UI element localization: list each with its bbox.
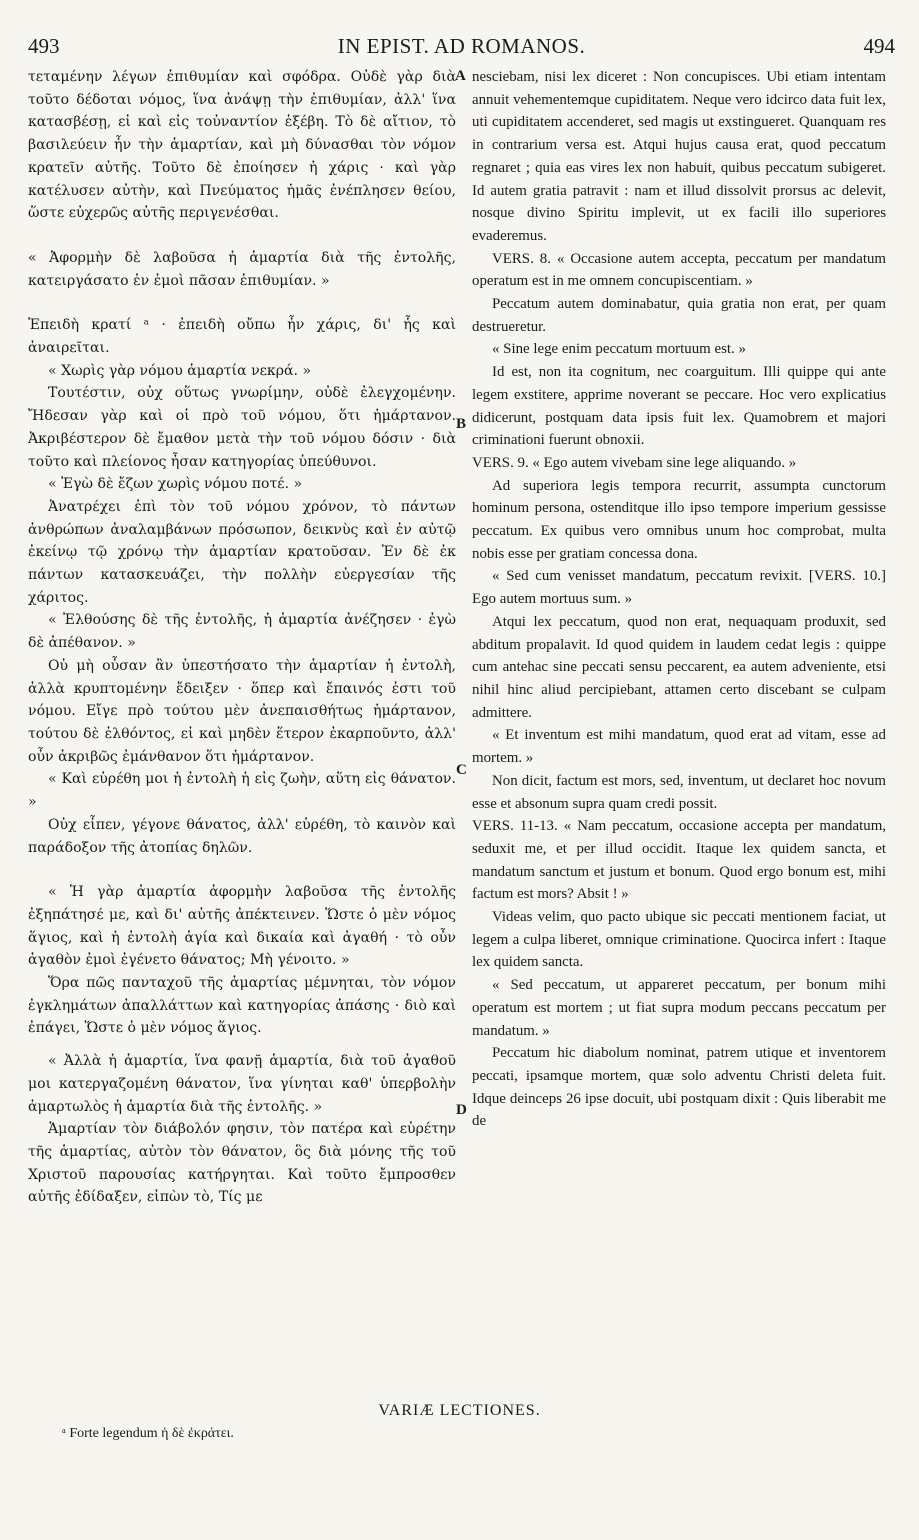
latin-paragraph: Videas velim, quo pacto ubique sic peccati mentionem faciat, ut legem a culpa liberet, omnique criminatione. Quocirca infert : Itaque lex quidem sancta. — [472, 909, 886, 971]
greek-paragraph: Ἀνατρέχει ἐπὶ τὸν τοῦ νόμου χρόνον, τὸ πάντων ἀνθρώπων ἀναλαμβάνων πρόσωπον, δεικνὺς καὶ ἐν αὐτῷ ἐκείνῳ τῷ χρόνῳ τὴν ἁμαρτίαν κρατοῦσαν. Ἐν δὲ ἐκ πάντων κατασκευάζει, τὴν πολλὴν εὐεργεσίαν τῆς χάριτος. — [28, 498, 456, 606]
running-head — [28, 34, 895, 64]
greek-paragraph: Οὐχ εἶπεν, γέγονε θάνατος, ἀλλ' εὑρέθη, τὸ καινὸν καὶ παράδοξον τῆς ἀτοπίας δηλῶν. — [28, 816, 456, 856]
latin-verse-quote: VERS. 8. « Occasione autem accepta, peccatum per mandatum operatum est in me omnem concupiscentiam. » — [472, 250, 886, 290]
margin-letter-b: B — [456, 416, 467, 432]
running-title: IN EPIST. AD ROMANOS. — [337, 34, 586, 58]
latin-verse-quote: VERS. 9. « Ego autem vivebam sine lege aliquando. » — [472, 454, 797, 471]
greek-paragraph: Οὐ μὴ οὖσαν ἂν ὑπεστήσατο τὴν ἁμαρτίαν ἡ ἐντολὴ, ἀλλὰ κρυπτομένην ἔδειξεν · ὅπερ καὶ ἔπαινός ἐστι τοῦ νόμου. Εἴγε πρὸ τούτου μὲν ἀνεπαισθήτως ἡμάρτανον, τούτου δὲ ἐλθόντος, εἰ καὶ μηδὲν ἕτερον ἐκαρποῦντο, ἀλλ' οὖν ἀκριβῶς ἐμάνθανον ὅτι ἡμάρτανον. — [28, 657, 456, 765]
greek-quote: « Καὶ εὑρέθη μοι ἡ ἐντολὴ ἡ εἰς ζωὴν, αὕτη εἰς θάνατον. » — [28, 771, 456, 811]
latin-paragraph: Peccatum hic diabolum nominat, patrem utique et inventorem peccati, ipsamque mortem, quæ solo adventu Christi deleta fuit. Idque deinceps 26 ipse docuit, ubi postquam dixit : Quis liberabit me de — [472, 1045, 886, 1130]
greek-paragraph: τεταμένην λέγων ἐπιθυμίαν καὶ σφόδρα. Οὐδὲ γὰρ διὰ τοῦτο δέδοται νόμος, ἵνα ἀνάψῃ τὴν ἐπιθυμίαν, ἀλλ' ἵνα κατασβέσῃ, εἰ καὶ εἰς τοὐναντίον ἐξέβη. Τὸ δὲ αἴτιον, τὸ βασιλεύειν ἦν τὴν ἁμαρτίαν, καὶ μὴ δύνασθαι τὸν νόμον κρατεῖν αὐτῆς. Τοῦτο δὲ ἐποίησεν ἡ χάρις · καὶ γὰρ κατέλυσεν αὐτὴν, καὶ Πνεύματος ἡμᾶς ἐνέπλησεν θείου, ὥστε εὐχερῶς αὐτῆς περιγενέσθαι. — [28, 69, 456, 222]
latin-quote: « Et inventum est mihi mandatum, quod erat ad vitam, esse ad mortem. » — [472, 727, 886, 767]
variae-lectiones-heading: VARIÆ LECTIONES. — [378, 1402, 541, 1419]
latin-paragraph: Id est, non ita cognitum, nec coarguitum. Illi quippe qui ante legem exstitere, apprime noverant se peccare. Hoc vero explicatius didicerunt, postquam data ipsis fuit lex. Quamobrem et majori criminationi fuerunt obnoxii. — [472, 364, 886, 449]
footnote: ᵃ Forte legendum ἡ δὲ ἐκράτει. — [62, 1426, 234, 1441]
greek-paragraph: Ἁμαρτίαν τὸν διάβολόν φησιν, τὸν πατέρα καὶ εὑρέτην τῆς ἁμαρτίας, αὐτὸν τὸν θάνατον, ὃς διὰ μόνης τῆς τοῦ Χριστοῦ παρουσίας κατήργηται. Καὶ τοῦτο ἔμπροσθεν αὐτῆς ἐδίδαξεν, εἰπὼν τὸ, Τίς με — [28, 1121, 456, 1206]
greek-quote: « Ἐγὼ δὲ ἔζων χωρὶς νόμου ποτέ. » — [48, 476, 303, 493]
greek-quote: « Ἐλθούσης δὲ τῆς ἐντολῆς, ἡ ἁμαρτία ἀνέζησεν · ἐγὼ δὲ ἀπέθανον. » — [28, 612, 456, 652]
greek-paragraph: Ἐπειδὴ κρατί ᵃ · ἐπειδὴ οὔπω ἦν χάρις, δι' ἧς καὶ ἀναιρεῖται. — [28, 317, 456, 357]
latin-paragraph: Ad superiora legis tempora recurrit, assumpta cunctorum hominum persona, ostenditque illo ipso tempore imperium gessisse peccatum. Ex quibus vero omnibus unum hoc comprobat, multa nobis esse per gratiam concessa dona. — [472, 477, 886, 562]
latin-quote: « Sine lege enim peccatum mortuum est. » — [492, 341, 746, 358]
greek-quote: « Ἀφορμὴν δὲ λαβοῦσα ἡ ἁμαρτία διὰ τῆς ἐντολῆς, κατειργάσατο ἐν ἐμοὶ πᾶσαν ἐπιθυμίαν. » — [28, 249, 456, 289]
latin-column — [472, 66, 886, 1396]
margin-letter-c: C — [456, 762, 467, 778]
page-number-right: 494 — [863, 34, 895, 58]
latin-paragraph: Atqui lex peccatum, quod non erat, nequaquam produxit, sed abditum propalavit. Id quod quidem in laudem cedat legis : quippe cum antehac sine peccati sensu peccarent, ea autem adveniente, etsi nihil hinc aliud percipiebant, attamen certo discebant se culpam admittere. — [472, 613, 886, 721]
latin-paragraph: Non dicit, factum est mors, sed, inventum, ut declaret hoc novum esse et absonum supra quam credi possit. — [472, 772, 886, 812]
greek-paragraph: Τουτέστιν, οὐχ οὕτως γνωρίμην, οὐδὲ ἐλεγχομένην. Ἤδεσαν γὰρ καὶ οἱ πρὸ τοῦ νόμου, ὅτι ἡμάρτανον. Ἀκριβέστερον δὲ ἔμαθον μετὰ τὴν τοῦ νόμου δόσιν · διὰ τοῦτο καὶ πλείονος ἦσαν κατηγορίας ὑπεύθυνοι. — [28, 385, 456, 470]
greek-paragraph: Ὅρα πῶς πανταχοῦ τῆς ἁμαρτίας μέμνηται, τὸν νόμον ἐγκλημάτων ἀπαλλάττων καὶ κατηγορίας ἁπάσης · διὸ καὶ ἐπάγει, Ὥστε ὁ μὲν νόμος ἅγιος. — [28, 975, 456, 1037]
page-number-left: 493 — [28, 34, 60, 58]
margin-letter-d: D — [456, 1102, 467, 1118]
latin-verse-quote: VERS. 11-13. « Nam peccatum, occasione accepta per mandatum, seduxit me, et per illud occidit. Itaque lex quidem sancta, et mandatum sanctum et justum et bonum. Quod ergo bonum est, mihi factum est mors? Absit ! » — [472, 818, 886, 903]
latin-paragraph: nesciebam, nisi lex diceret : Non concupisces. Ubi etiam intentam annuit vehementemque cupiditatem. Neque vero idcirco data fuit lex, uti cupiditatem accenderet, sed magis ut exstingueret. Quanquam res in contrarium versa est. Atqui hujus causa erat, quod peccatum regnaret ; quia eas vires lex non habuit, quibus peccatum subigeret. Id autem gratia patravit : nam et illud dissolvit prorsus ac delevit, nosque divino Spiritu implevit, ut ex facili illo superiores evaderemus. — [472, 69, 886, 244]
greek-quote: « Χωρὶς γὰρ νόμου ἁμαρτία νεκρά. » — [48, 362, 312, 379]
latin-quote: « Sed peccatum, ut appareret peccatum, per bonum mihi operatum est mortem ; ut fiat supra modum peccans peccatum per mandatum. » — [472, 977, 886, 1039]
latin-paragraph: Peccatum autem dominabatur, quia gratia non erat, per quam destrueretur. — [472, 296, 886, 335]
latin-quote: « Sed cum venisset mandatum, peccatum revixit. [VERS. 10.] Ego autem mortuus sum. » — [472, 568, 886, 608]
greek-quote: « Ἡ γὰρ ἁμαρτία ἀφορμὴν λαβοῦσα τῆς ἐντολῆς ἐξηπάτησέ με, καὶ δι' αὐτῆς ἀπέκτεινεν. Ὥστε ὁ μὲν νόμος ἅγιος, καὶ ἡ ἐντολὴ ἁγία καὶ δικαία καὶ ἀγαθή · τὸ οὖν ἀγαθὸν ἐμοὶ ἐγένετο θάνατος; Μὴ γένοιτο. » — [28, 884, 456, 969]
margin-letter-a: A — [455, 68, 466, 84]
greek-quote: « Ἀλλὰ ἡ ἁμαρτία, ἵνα φανῇ ἁμαρτία, διὰ τοῦ ἀγαθοῦ μοι κατεργαζομένη θάνατον, ἵνα γίνηται καθ' ὑπερβολὴν ἁμαρτωλὸς ἡ ἁμαρτία διὰ τῆς ἐντολῆς. » — [28, 1053, 456, 1115]
greek-column — [28, 66, 456, 1396]
